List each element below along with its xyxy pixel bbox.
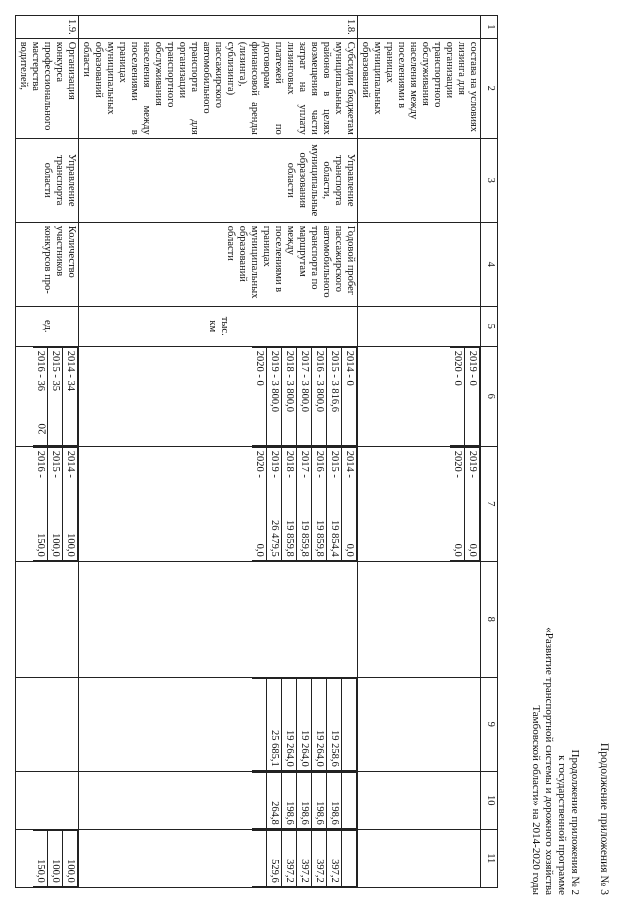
year-value: 2015 - 3 816,6 — [327, 347, 342, 445]
year-label: 2017 - — [299, 450, 310, 478]
year-value: 2017 - 3 800,0 — [297, 347, 312, 445]
extra-budget-value: 100,0 — [63, 830, 78, 886]
heading-line: Продолжение приложения № 2 — [569, 749, 581, 895]
col-header: 9 — [481, 677, 498, 771]
year-label: 2018 - — [284, 450, 295, 478]
regional-budget-value: 25 685,1 — [267, 678, 282, 770]
regional-budget-value: 19 258,6 — [327, 678, 342, 770]
heading-line: к государственной программе — [556, 755, 568, 895]
rotated-page — [18, 15, 610, 895]
appendix-heading — [529, 627, 610, 895]
funding-value: 0,0 — [467, 543, 478, 557]
funding-value: 0,0 — [344, 543, 355, 557]
regional-budget-value: 19 264,0 — [297, 678, 312, 770]
heading-line: Тамбовской области» на 2014-2020 годы — [530, 705, 542, 895]
col-header: 10 — [481, 771, 498, 829]
extra-budget-value: 150,0 — [33, 830, 48, 886]
col-header: 8 — [481, 561, 498, 677]
extra-budget-value — [252, 830, 267, 886]
executor-text: Управление транспорта области — [16, 138, 79, 222]
local-budget-value: 198,6 — [297, 772, 312, 828]
local-budget-value — [342, 772, 357, 828]
header-row — [481, 16, 498, 888]
table-row — [358, 16, 481, 888]
year-label: 2014 - — [344, 450, 355, 478]
unit-text: ед. — [16, 306, 79, 346]
year-label: 2016 - — [35, 450, 46, 478]
local-budget-value — [252, 772, 267, 828]
funding-value: 26 479,5 — [269, 520, 280, 557]
year-label: 2020 - — [254, 450, 265, 478]
funding-value: 100,0 — [65, 533, 76, 557]
measure-text: Организация конкурса профессионального мастерства водителей, — [16, 38, 79, 138]
extra-budget-value — [342, 830, 357, 886]
measure-text: состава на условиях лизинга для организации транспортного обслуживания населения между поселениями в границах муниципальных образований — [358, 38, 481, 138]
funding-value: 19 859,8 — [284, 520, 295, 557]
local-budget-value: 198,6 — [282, 772, 297, 828]
year-value: 2019 - 3 800,0 — [267, 347, 282, 445]
year-label: 2019 - — [467, 450, 478, 478]
local-budget-value: 198,6 — [312, 772, 327, 828]
year-value: 2020 - 0 — [450, 347, 465, 445]
extra-budget-value: 100,0 — [48, 830, 63, 886]
funding-value: 19 854,4 — [329, 520, 340, 557]
col-header: 7 — [481, 446, 498, 561]
year-value: 2014 - 34 — [63, 347, 78, 445]
col-header: 5 — [481, 306, 498, 346]
extra-budget-value: 397,2 — [312, 830, 327, 886]
col-header: 11 — [481, 829, 498, 887]
col-header: 6 — [481, 346, 498, 446]
row-number: 1.9. — [16, 16, 79, 39]
year-value: 2016 - 3 800,0 — [312, 347, 327, 445]
heading-line: «Развитие транспортной системы и дорожного хозяйства — [543, 627, 555, 895]
continuation-title: Продолжение приложения № 3 — [598, 742, 610, 895]
extra-budget-value: 529,6 — [267, 830, 282, 886]
year-value: 2014 - 0 — [342, 347, 357, 445]
row-number: 1.8. — [79, 16, 358, 39]
year-label: 2020 - — [452, 450, 463, 478]
funding-value: 19 859,8 — [314, 520, 325, 557]
year-value: 2016 - 36 — [33, 347, 48, 445]
extra-budget-value: 397,2 — [297, 830, 312, 886]
col-header: 1 — [481, 16, 498, 39]
year-label: 2016 - — [314, 450, 325, 478]
executor-text: Управление транспорта области, муниципальные образования области — [79, 138, 358, 222]
regional-budget-value — [252, 678, 267, 770]
indicator-text: Годовой пробег пассажирского автомобильного транспорта по маршрутам между поселениями в границах муниципальных образований области — [79, 222, 358, 306]
year-label: 2019 - — [269, 450, 280, 478]
year-label: 2015 - — [50, 450, 61, 478]
extra-budget-value: 397,2 — [327, 830, 342, 886]
local-budget-value: 264,8 — [267, 772, 282, 828]
table-row — [16, 16, 79, 888]
regional-budget-value: 19 264,0 — [312, 678, 327, 770]
year-label: 2014 - — [65, 450, 76, 478]
year-value: 2019 - 0 — [465, 347, 480, 445]
col-header: 3 — [481, 138, 498, 222]
table-row — [79, 16, 358, 888]
funding-value: 0,0 — [254, 543, 265, 557]
regional-budget-value: 19 264,0 — [282, 678, 297, 770]
measure-text: Субсидии бюджетам муниципальных районов в целях возмещения части затрат на уплату лизинговых платежей по договорам финансовой аренды (лизинга), сублизинга) пассажирского автомобильного транспорта для организации транспортного обслуживания населения между поселениями в границах муниципальных образований области — [79, 38, 358, 138]
funding-value: 100,0 — [50, 533, 61, 557]
col-header: 4 — [481, 222, 498, 306]
local-budget-value: 198,6 — [327, 772, 342, 828]
program-table — [15, 15, 498, 888]
indicator-text: Количество участников конкурсов про- — [16, 222, 79, 306]
year-value: 2015 - 35 — [48, 347, 63, 445]
unit-text: тыс. км — [79, 306, 358, 346]
extra-budget-value: 397,2 — [282, 830, 297, 886]
year-label: 2015 - — [329, 450, 340, 478]
regional-budget-value — [342, 678, 357, 770]
funding-value: 150,0 — [35, 533, 46, 557]
funding-value: 0,0 — [452, 543, 463, 557]
year-value: 2018 - 3 800,0 — [282, 347, 297, 445]
col-header: 2 — [481, 38, 498, 138]
year-value: 2020 - 0 — [252, 347, 267, 445]
funding-value: 19 859,8 — [299, 520, 310, 557]
page-number: 20 — [36, 423, 49, 435]
